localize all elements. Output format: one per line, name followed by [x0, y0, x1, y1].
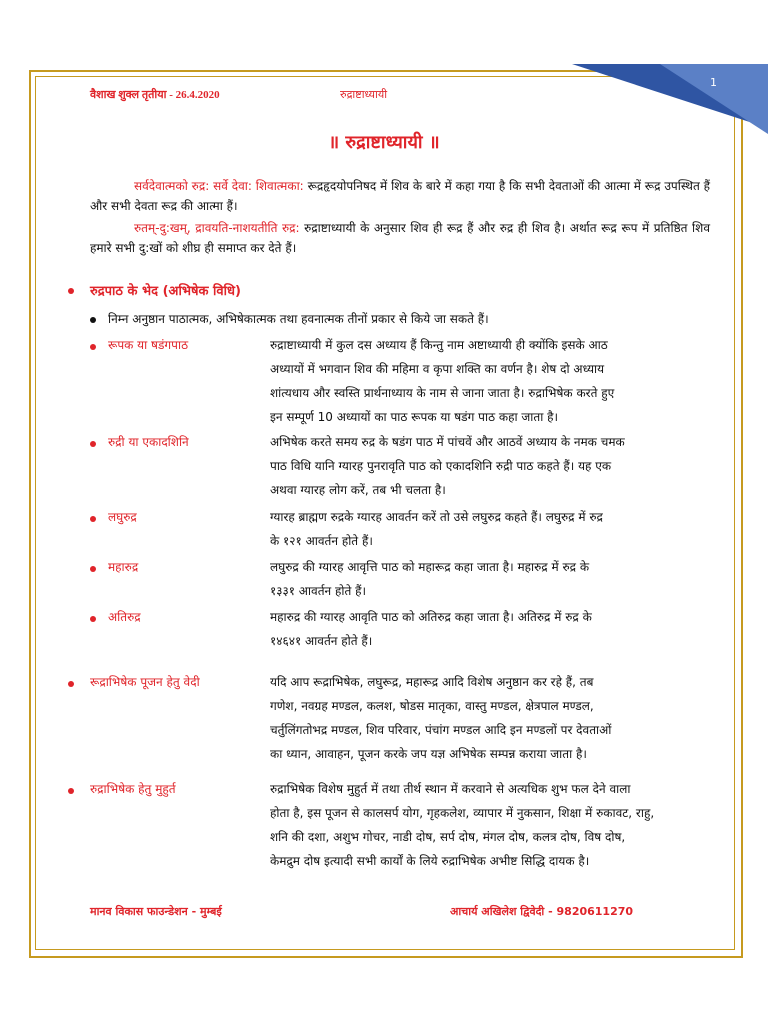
- term-vedi: रूद्राभिषेक पूजन हेतु वेदी: [90, 675, 200, 689]
- footer-organization: मानव विकास फाउन्डेशन - मुम्बई: [90, 905, 222, 918]
- definition-line: के १२१ आवर्तन होते हैं।: [270, 534, 373, 548]
- definition-line: होता है, इस पूजन से कालसर्प योग, गृहकलेश, व्यापार में नुकसान, शिक्षा में रुकावट, राहु,: [270, 806, 655, 820]
- page-title: ॥ रुद्राष्टाध्यायी ॥: [328, 132, 440, 153]
- definition-line: रुद्राभिषेक विशेष मुहुर्त में तथा तीर्थ स्थान में करवाने से अत्यधिक शुभ फल देने वाला: [270, 782, 631, 796]
- definition-rupak: [270, 333, 716, 429]
- intro-text-2: रुद्राष्टाध्यायी के अनुसार शिव ही रूद्र हैं और रुद्र ही शिव है। अर्थात रूद्र रूप में प्रतिष्ठित शिव हमारे सभी दु:खों को शीघ्र ही समाप्त कर देते हैं।: [90, 221, 711, 255]
- section-bullet: [68, 288, 74, 294]
- section-heading: रुद्रपाठ के भेद (अभिषेक विधि): [90, 284, 241, 299]
- intro-text-1: रूद्रहृदयोपनिषद में शिव के बारे में कहा गया है कि सभी देवताओं की आत्मा में रूद्र उपस्थित हैं और सभी देवता रूद्र की आत्मा हैं।: [90, 179, 711, 213]
- definition-line: इन सम्पूर्ण 10 अध्यायों का पाठ रूपक या षडंग पाठ कहा जाता है।: [270, 410, 559, 424]
- definition-atirudra: [270, 605, 716, 653]
- intro-lead-1: सर्वदेवात्मको रुद्र: सर्वे देवा: शिवात्मका:: [134, 179, 304, 193]
- list-bullet: [68, 681, 74, 687]
- definition-line: रुद्राष्टाध्यायी में कुल दस अध्याय हैं किन्तु नाम अष्टाध्यायी ही क्योंकि इसके आठ: [270, 338, 608, 352]
- subline-bullet: [90, 317, 96, 323]
- definition-line: शनि की दशा, अशुभ गोचर, नाडी दोष, सर्प दोष, मंगल दोष, कलत्र दोष, विष दोष,: [270, 830, 626, 844]
- header-topic: रुद्राष्टाध्यायी: [340, 89, 388, 101]
- list-bullet: [90, 516, 96, 522]
- definition-maharudra: [270, 555, 716, 603]
- footer-author-contact: आचार्य अखिलेश द्विवेदी - 9820611270: [450, 905, 634, 918]
- term-rudri: रुद्री या एकादशिनि: [108, 435, 189, 449]
- header-date: वैशाख शुक्ल तृतीया - 26.4.2020: [90, 89, 220, 101]
- definition-line: शांत्यधाय और स्वस्ति प्रार्थनाध्याय के नाम से जाना जाता है। रुद्राभिषेक करते हुए: [270, 386, 615, 400]
- definition-line: अथवा ग्यारह लोग करें, तब भी चलता है।: [270, 483, 446, 497]
- definition-line: यदि आप रूद्राभिषेक, लघुरूद्र, महारूद्र आदि विशेष अनुष्ठान कर रहे हैं, तब: [270, 675, 594, 689]
- list-bullet: [68, 788, 74, 794]
- list-bullet: [90, 566, 96, 572]
- term-rupak: रूपक या षडंगपाठ: [108, 338, 189, 352]
- definition-line: १४६४१ आवर्तन होते हैं।: [270, 634, 373, 648]
- list-bullet: [90, 344, 96, 350]
- term-muhurt: रुद्राभिषेक हेतु मुहुर्त: [90, 782, 176, 796]
- definition-vedi: [270, 670, 716, 766]
- intro-paragraph-1: [90, 176, 710, 216]
- page-number: 1: [710, 76, 717, 89]
- definition-line: ग्यारह ब्राह्मण रुद्रके ग्यारह आवर्तन करें तो उसे लघुरुद्र कहते हैं। लघुरुद्र में रुद्र: [270, 510, 603, 524]
- section-subline: निम्न अनुष्ठान पाठात्मक, अभिषेकात्मक तथा हवनात्मक तीनों प्रकार से किये जा सकते हैं।: [108, 312, 489, 326]
- definition-muhurt: [270, 777, 716, 873]
- definition-line: अध्यायों में भगवान शिव की महिमा व कृपा शक्ति का वर्णन है। शेष दो अध्याय: [270, 362, 605, 376]
- definition-line: का ध्यान, आवाहन, पूजन करके जप यज्ञ अभिषेक सम्पन्न कराया जाता है।: [270, 747, 587, 761]
- term-maharudra: महारुद्र: [108, 560, 139, 574]
- intro-paragraph-2: [90, 218, 710, 258]
- definition-rudri: [270, 430, 716, 502]
- term-atirudra: अतिरुद्र: [108, 610, 141, 624]
- definition-line: महारुद्र की ग्यारह आवृति पाठ को अतिरुद्र कहा जाता है। अतिरुद्र में रुद्र के: [270, 610, 592, 624]
- definition-line: केमद्रुम दोष इत्यादी सभी कार्यों के लिये रुद्राभिषेक अभीष्ट सिद्धि दायक है।: [270, 854, 590, 868]
- definition-line: अभिषेक करते समय रुद्र के षडंग पाठ में पांचवें और आठवें अध्याय के नमक चमक: [270, 435, 625, 449]
- term-laghurudra: लघुरुद्र: [108, 510, 137, 524]
- list-bullet: [90, 441, 96, 447]
- list-bullet: [90, 616, 96, 622]
- definition-line: १३३१ आवर्तन होते हैं।: [270, 584, 367, 598]
- definition-line: पाठ विधि यानि ग्यारह पुनरावृति पाठ को एकादशिनि रुद्री पाठ कहते हैं। यह एक: [270, 459, 612, 473]
- definition-line: चर्तुलिंगतोभद्र मण्डल, शिव परिवार, पंचांग मण्डल आदि इन मण्डलों पर देवताओं: [270, 723, 612, 737]
- intro-lead-2: रुतम्-दु:खम्, द्रावयति-नाशयतीति रुद्र:: [134, 221, 300, 235]
- definition-laghurudra: [270, 505, 716, 553]
- definition-line: गणेश, नवग्रह मण्डल, कलश, षोडस मातृका, वास्तु मण्डल, क्षेत्रपाल मण्डल,: [270, 699, 594, 713]
- definition-line: लघुरुद्र की ग्यारह आवृत्ति पाठ को महारूद्र कहा जाता है। महारुद्र में रुद्र के: [270, 560, 590, 574]
